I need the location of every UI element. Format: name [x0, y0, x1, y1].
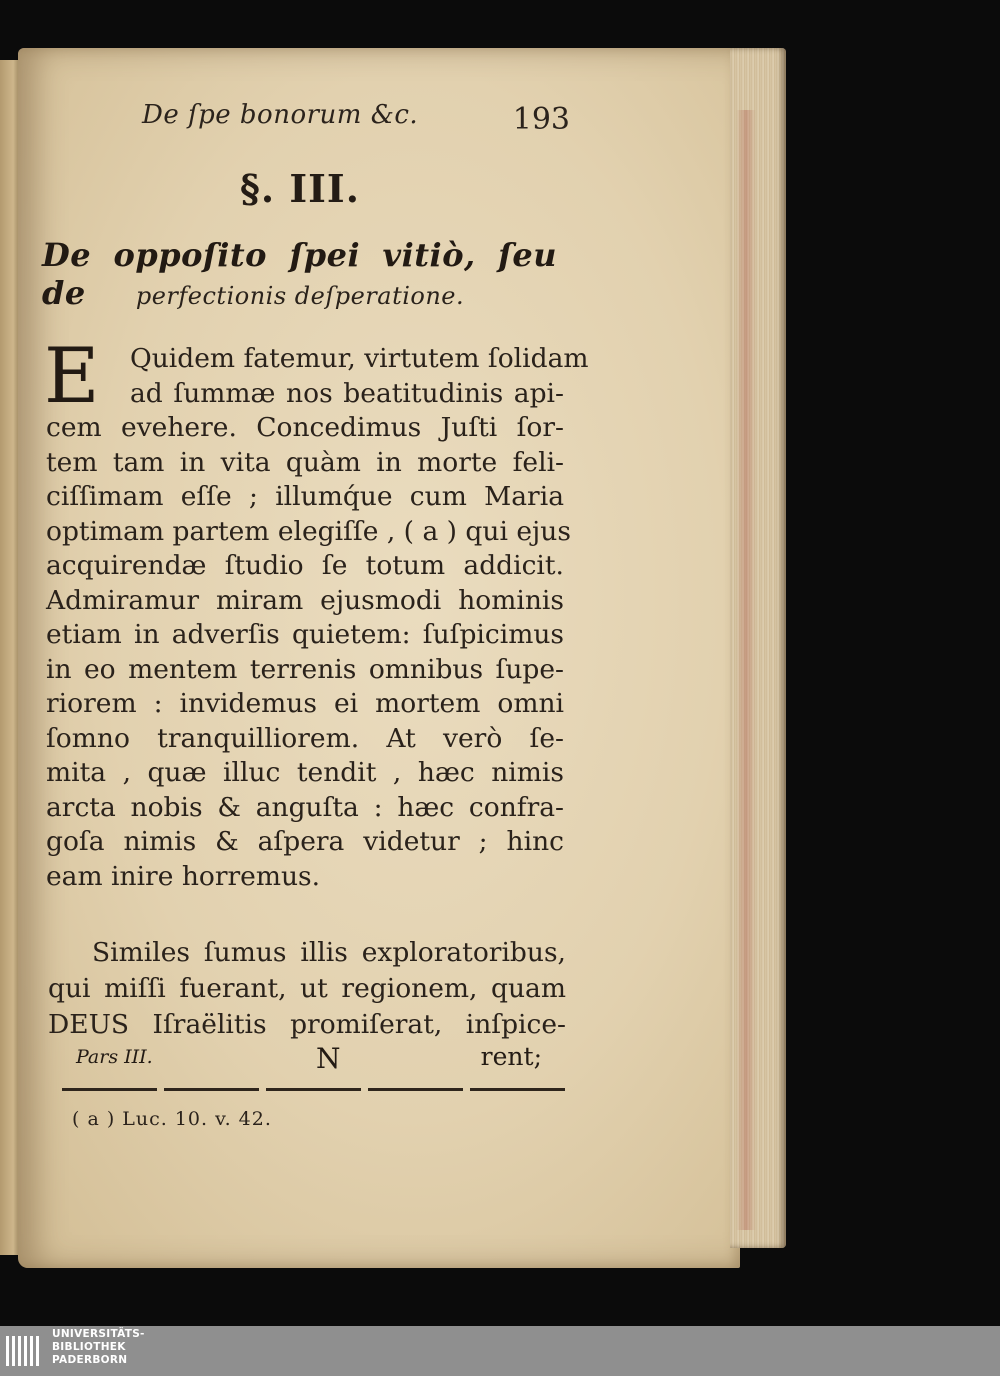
section-heading: De oppoſito ſpei vitiò, ſeu de: [42, 236, 557, 312]
logo-line: PADERBORN: [52, 1354, 128, 1366]
gathering-letter: N: [316, 1042, 341, 1075]
section-number: §. III.: [240, 166, 360, 211]
library-logo-icon: [4, 1330, 44, 1370]
section-subheading: perfectionis deſperatione.: [135, 282, 465, 310]
logo-line: BIBLIOTHEK: [52, 1341, 126, 1353]
text-line: ciſſimam eſſe ; illumq́ue cum Maria: [46, 481, 564, 512]
text-line: mita , quæ illuc tendit , hæc nimis: [46, 757, 564, 788]
library-footer-bar: [0, 1326, 1000, 1376]
page-number: 193: [512, 102, 570, 137]
text-line: in eo mentem terrenis omnibus ſupe-: [46, 653, 564, 685]
text-line: Quidem fatemur, virtutem ſolidam: [130, 343, 589, 374]
text-line: arcta nobis & anguſta : hæc confra-: [46, 791, 564, 823]
footnote-rule: [62, 1088, 568, 1091]
text-line: ſomno tranquilliorem. At verò ſe-: [46, 722, 564, 754]
text-line: Similes ſumus illis exploratoribus,: [92, 937, 566, 968]
library-logo-text: [52, 1328, 145, 1367]
catchword: rent;: [480, 1042, 542, 1071]
text-line: ad ſummæ nos beatitudinis api-: [130, 377, 564, 409]
text-line: cem evehere. Concedimus Juſti ſor-: [46, 412, 564, 443]
page-header: [100, 100, 570, 146]
logo-line: UNIVERSITÄTS-: [52, 1328, 145, 1340]
text-line: Admiramur miram ejusmodi hominis: [46, 584, 564, 616]
text-line: acquirendæ ſtudio ſe totum addicit.: [46, 550, 564, 581]
drop-cap: E: [44, 331, 100, 420]
text-line: qui miſſi fuerant, ut regionem, quam: [48, 973, 566, 1004]
text-line: DEUS Iſraëlitis promiſerat, inſpice-: [48, 1009, 566, 1040]
text-line: goſa nimis & aſpera videtur ; hinc: [46, 826, 564, 857]
text-line: optimam partem elegiſſe , ( a ) qui ejus: [46, 515, 571, 547]
text-line: eam inire horremus.: [46, 860, 321, 892]
running-head: De ſpe bonorum &c.: [142, 100, 419, 130]
paragraph-1: [44, 331, 589, 894]
text-line: tem tam in vita quàm in morte feli-: [46, 446, 564, 478]
paragraph-2: [48, 935, 566, 1043]
signature-mark: Pars III.: [76, 1046, 153, 1068]
signature-line: [76, 1042, 542, 1076]
footnote: ( a ) Luc. 10. v. 42.: [72, 1108, 272, 1130]
text-line: riorem : invidemus ei mortem omni: [46, 688, 564, 719]
text-line: etiam in adverſis quietem: ſuſpicimus: [46, 619, 564, 650]
page-stack-tint: [736, 110, 756, 1230]
